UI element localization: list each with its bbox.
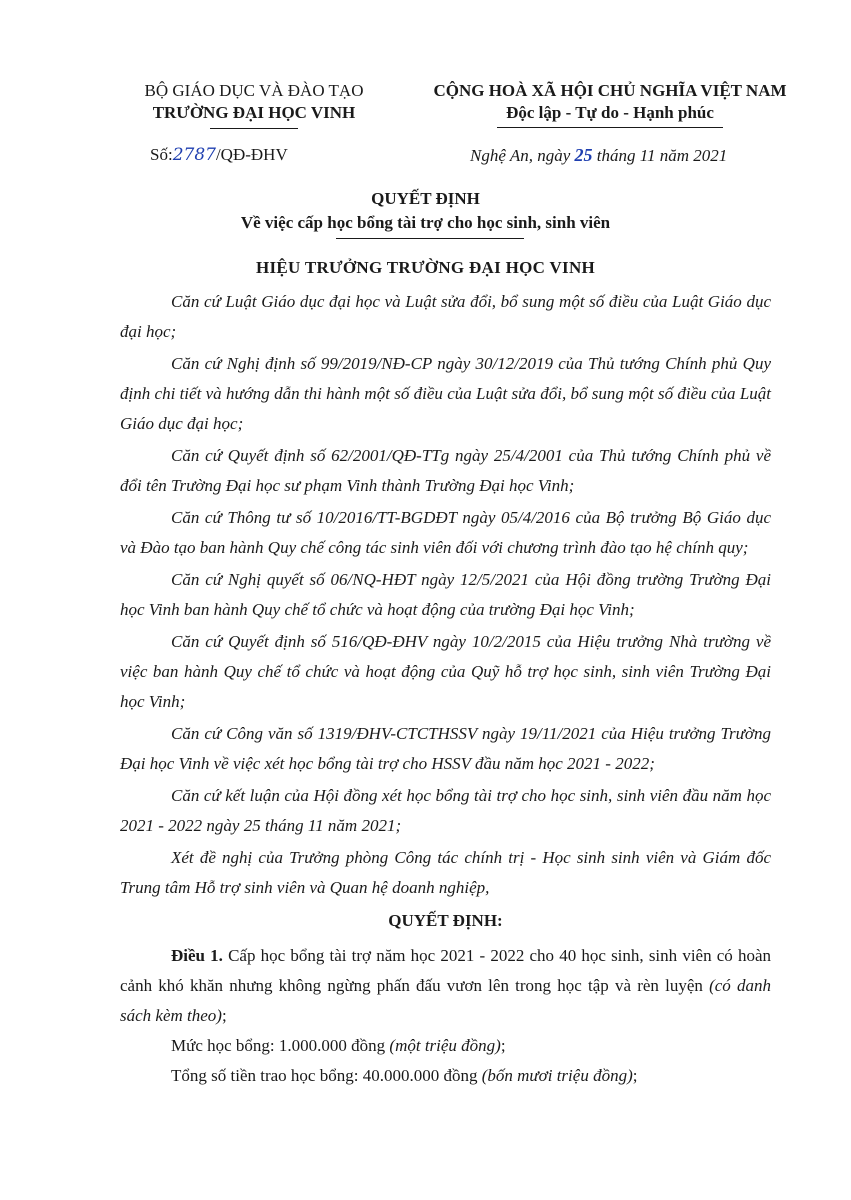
scholarship-total [120, 1061, 771, 1091]
article-1-note-end: ; [221, 1006, 227, 1025]
issuer-underline [210, 128, 298, 129]
decision-title: QUYẾT ĐỊNH [371, 189, 480, 208]
motto-underline [497, 127, 723, 128]
preamble-paragraph: Xét đề nghị của Trưởng phòng Công tác chính trị - Học sinh sinh viên và Giám đốc Trung tâm Hỗ trợ sinh viên và Quan hệ doanh nghiệp, [120, 848, 771, 897]
preamble-paragraph: Căn cứ Quyết định số 516/QĐ-ĐHV ngày 10/2/2015 của Hiệu trưởng Nhà trường về việc ban hành Quy chế tổ chức và hoạt động của Quỹ hỗ trợ học sinh, sinh viên Trường Đại học Vinh; [120, 632, 771, 711]
document-body [120, 287, 771, 1091]
total-end: ; [632, 1066, 638, 1085]
article-1-text: Cấp học bổng tài trợ năm học 2021 - 2022 cho 40 học sinh, sinh viên có hoàn cảnh khó khăn nhưng không ngừng phấn đấu vươn lên trong học tập và rèn luyện [120, 946, 772, 995]
number-prefix: Số: [150, 145, 173, 164]
total-words: (bốn mươi triệu đồng) [481, 1066, 633, 1085]
total-text: Tổng số tiền trao học bổng: 40.000.000 đồng [171, 1066, 482, 1085]
date-suffix: tháng 11 năm 2021 [592, 146, 728, 165]
article-1 [120, 941, 771, 1031]
document-number [150, 145, 288, 165]
ministry-name: BỘ GIÁO DỤC VÀ ĐÀO TẠO [144, 81, 364, 100]
preamble-paragraph: Căn cứ Nghị quyết số 06/NQ-HĐT ngày 12/5/2021 của Hội đồng trường Trường Đại học Vinh ban hành Quy chế tổ chức và hoạt động của trường Đại học Vinh; [120, 570, 771, 619]
republic-name: CỘNG HOÀ XÃ HỘI CHỦ NGHĨA VIỆT NAM [433, 81, 787, 100]
number-suffix: /QĐ-ĐHV [215, 145, 288, 164]
university-name: TRƯỜNG ĐẠI HỌC VINH [152, 103, 356, 122]
subject-underline [336, 238, 524, 239]
authority-title: HIỆU TRƯỞNG TRƯỜNG ĐẠI HỌC VINH [255, 258, 596, 277]
preamble-paragraph: Căn cứ Thông tư số 10/2016/TT-BGDĐT ngày 05/4/2016 của Bộ trưởng Bộ Giáo dục và Đào tạo ban hành Quy chế công tác sinh viên đối với chương trình đào tạo hệ chính quy; [120, 508, 771, 557]
scholarship-level [120, 1031, 771, 1061]
level-text: Mức học bổng: 1.000.000 đồng [171, 1036, 390, 1055]
number-handwritten: 2787 [172, 145, 216, 165]
preamble-paragraph: Căn cứ Quyết định số 62/2001/QĐ-TTg ngày 25/4/2001 của Thủ tướng Chính phủ về đổi tên Trường Đại học sư phạm Vinh thành Trường Đại học Vinh; [120, 446, 771, 495]
preamble-paragraph: Căn cứ Nghị định số 99/2019/NĐ-CP ngày 30/12/2019 của Thủ tướng Chính phủ Quy định chi tiết và hướng dẫn thi hành một số điều của Luật sửa đổi, bổ sung một số điều của Luật Giáo dục đại học; [120, 354, 771, 433]
article-1-label: Điều 1. [171, 946, 223, 965]
national-header [400, 80, 820, 128]
preamble-paragraph: Căn cứ Luật Giáo dục đại học và Luật sửa đổi, bổ sung một số điều của Luật Giáo dục đại học; [120, 292, 771, 341]
issuer-header [108, 80, 400, 129]
decision-heading: QUYẾT ĐỊNH: [388, 911, 503, 930]
date-prefix: Nghệ An, ngày [470, 146, 575, 165]
document-date [470, 145, 727, 166]
preamble-paragraph: Căn cứ kết luận của Hội đồng xét học bổng tài trợ cho học sinh, sinh viên đầu năm học 2021 - 2022 ngày 25 tháng 11 năm 2021; [120, 786, 771, 835]
article-1-note: (có danh sách kèm theo) [120, 976, 771, 1025]
national-motto: Độc lập - Tự do - Hạnh phúc [506, 103, 714, 122]
level-words: (một triệu đồng) [389, 1036, 501, 1055]
date-day-handwritten: 25 [574, 145, 593, 165]
preamble-paragraph: Căn cứ Công văn số 1319/ĐHV-CTCTHSSV ngày 19/11/2021 của Hiệu trưởng Trường Đại học Vinh về việc xét học bổng tài trợ cho HSSV đầu năm học 2021 - 2022; [120, 724, 771, 773]
decision-subject: Về việc cấp học bổng tài trợ cho học sinh, sinh viên [240, 213, 611, 232]
level-end: ; [500, 1036, 506, 1055]
